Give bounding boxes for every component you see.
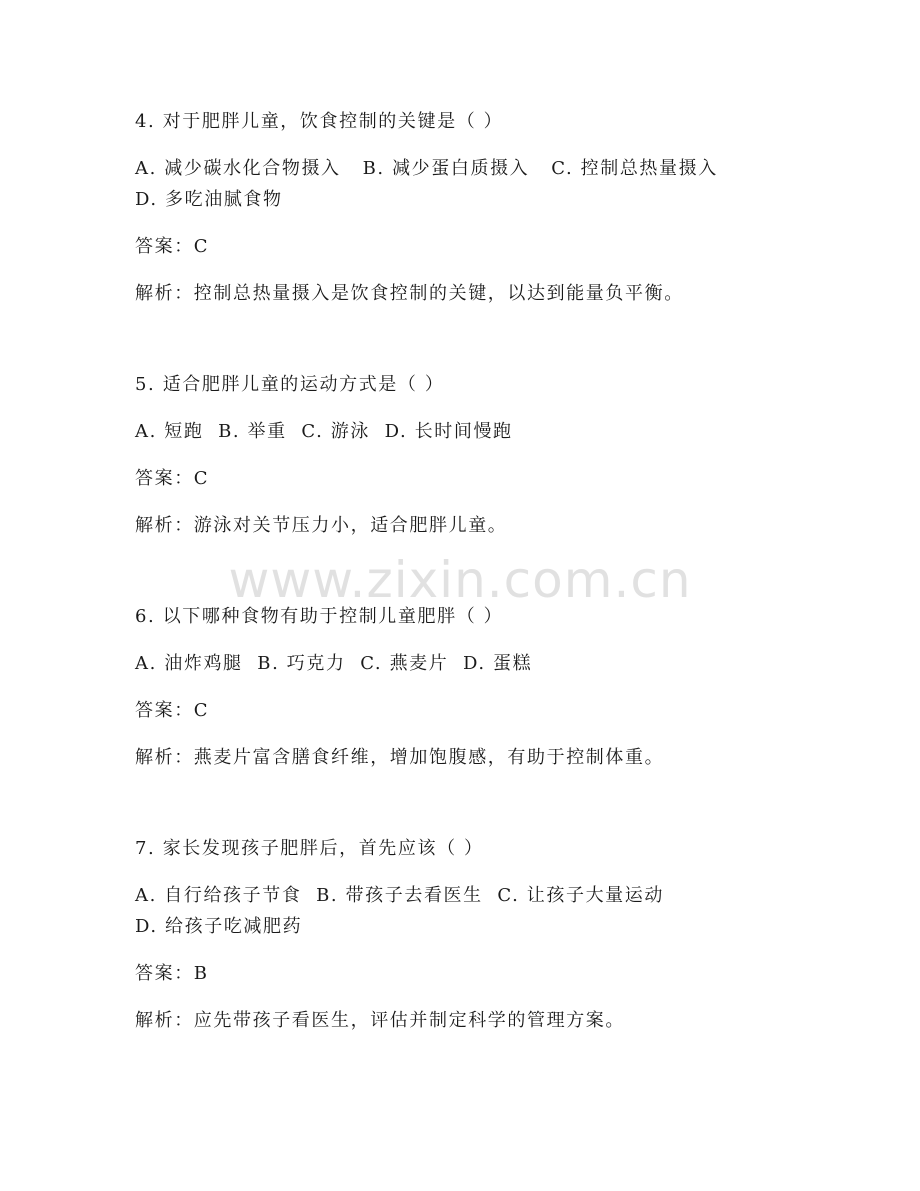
question-options: A. 减少碳水化合物摄入 B. 减少蛋白质摄入 C. 控制总热量摄入 — [135, 158, 718, 179]
question-analysis: 解析：游泳对关节压力小，适合肥胖儿童。 — [135, 515, 508, 536]
question-text: 6. 以下哪种食物有助于控制儿童肥胖（ ） — [135, 606, 504, 627]
question-options: A. 自行给孩子节食 B. 带孩子去看医生 C. 让孩子大量运动 — [135, 885, 664, 906]
question-options: D. 给孩子吃减肥药 — [135, 916, 303, 937]
question-analysis: 解析：控制总热量摄入是饮食控制的关键，以达到能量负平衡。 — [135, 283, 684, 304]
question-text: 7. 家长发现孩子肥胖后，首先应该（ ） — [135, 838, 484, 859]
question-answer: 答案：C — [135, 236, 210, 257]
question-answer: 答案：B — [135, 963, 209, 984]
question-text: 4. 对于肥胖儿童，饮食控制的关键是（ ） — [135, 111, 504, 132]
question-text: 5. 适合肥胖儿童的运动方式是（ ） — [135, 374, 445, 395]
watermark: www.zixin.com.cn — [228, 551, 692, 609]
question-options: D. 多吃油腻食物 — [135, 189, 283, 210]
question-options: A. 短跑 B. 举重 C. 游泳 D. 长时间慢跑 — [135, 421, 513, 442]
question-answer: 答案：C — [135, 468, 210, 489]
question-analysis: 解析：应先带孩子看医生，评估并制定科学的管理方案。 — [135, 1010, 625, 1031]
question-analysis: 解析：燕麦片富含膳食纤维，增加饱腹感，有助于控制体重。 — [135, 747, 665, 768]
question-answer: 答案：C — [135, 700, 210, 721]
question-options: A. 油炸鸡腿 B. 巧克力 C. 燕麦片 D. 蛋糕 — [135, 653, 533, 674]
